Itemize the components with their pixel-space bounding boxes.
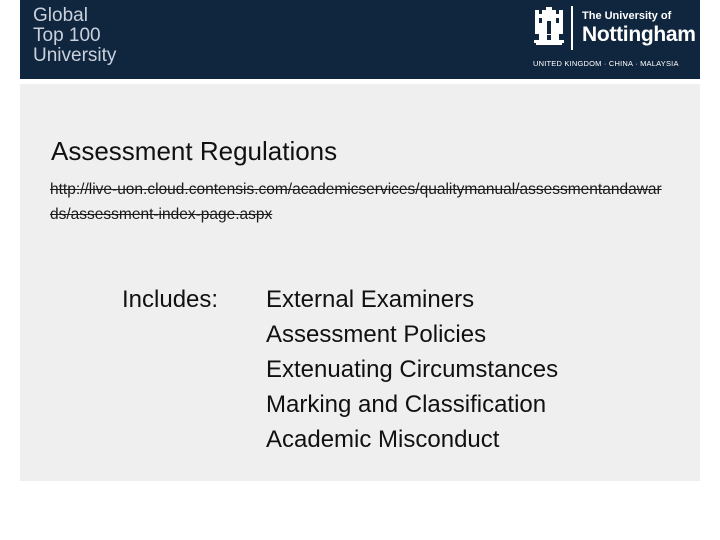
includes-label: Includes:	[122, 286, 219, 313]
logo-divider	[571, 6, 573, 50]
tagline-line: Global	[33, 5, 88, 26]
slide-content-panel	[20, 84, 700, 481]
castle-crest-icon	[533, 7, 565, 49]
slide-title: Assessment Regulations	[51, 136, 338, 166]
global-top-100-tagline	[33, 6, 116, 66]
list-item: External Examiners	[266, 286, 475, 313]
quality-manual-link[interactable]: http://live-uon.cloud.contensis.com/academicservices/qualitymanual/assessmentandawards/assessment-index-page.aspx	[50, 181, 662, 223]
university-name: Nottingham	[582, 23, 696, 46]
list-item: Assessment Policies	[266, 321, 487, 348]
list-item: Marking and Classification	[266, 391, 547, 418]
includes-list	[266, 282, 558, 457]
list-item: Extenuating Circumstances	[266, 356, 559, 383]
tagline-line: Top 100	[33, 25, 101, 46]
tagline-line: University	[33, 45, 117, 66]
header-banner	[20, 0, 700, 79]
list-item: Academic Misconduct	[266, 426, 500, 453]
university-prefix: The University of	[582, 10, 672, 22]
campus-countries: UNITED KINGDOM · CHINA · MALAYSIA	[533, 59, 679, 68]
university-logo-text	[582, 10, 696, 47]
